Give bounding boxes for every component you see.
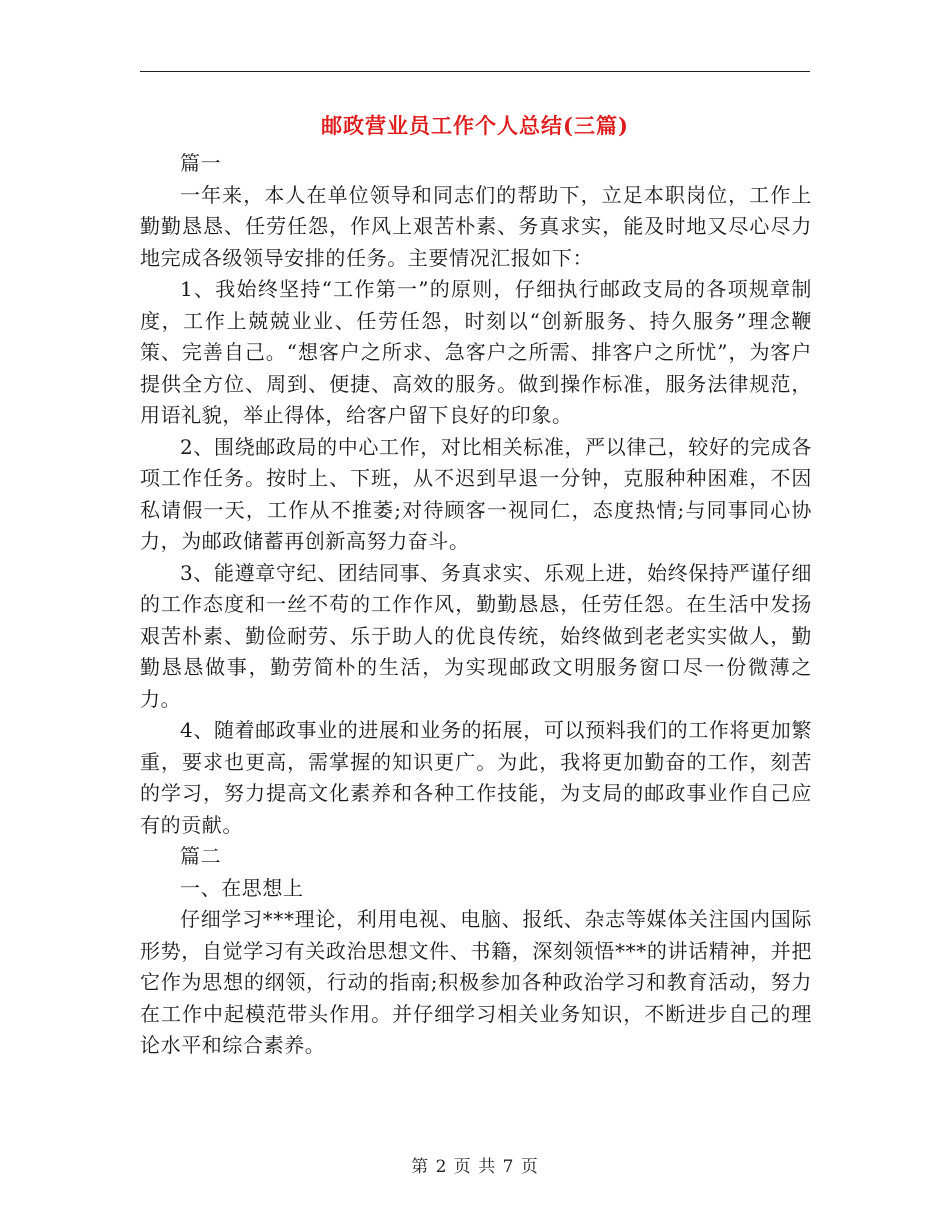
header-rule [140, 71, 810, 72]
paragraph: 3、能遵章守纪、团结同事、务真求实、乐观上进，始终保持严谨仔细的工作态度和一丝不苟的工作作风，勤勤恳恳，任劳任怨。在生活中发扬艰苦朴素、勤俭耐劳、乐于助人的优良传统，始终做到老老实实做人，勤勤恳恳做事，勤劳简朴的生活，为实现邮政文明服务窗口尽一份微薄之力。 [140, 560, 812, 711]
document-title: 邮政营业员工作个人总结(三篇) [321, 113, 629, 138]
paragraph: 2、围绕邮政局的中心工作，对比相关标准，严以律己，较好的完成各项工作任务。按时上、下班，从不迟到早退一分钟，克服种种困难，不因私请假一天，工作从不推萎;对待顾客一视同仁，态度热情;与同事同心协力，为邮政储蓄再创新高努力奋斗。 [140, 434, 812, 553]
section-heading-2: 篇二 [180, 844, 222, 868]
subsection-heading: 一、在思想上 [180, 875, 304, 900]
paragraph: 仔细学习***理论，利用电视、电脑、报纸、杂志等媒体关注国内国际形势，自觉学习有关政治思想文件、书籍，深刻领悟***的讲话精神，并把它作为思想的纲领，行动的指南;积极参加各种政治学习和教育活动，努力在工作中起模范带头作用。并仔细学习相关业务知识，不断进步自己的理论水平和综合素养。 [140, 907, 812, 1057]
document-body [140, 148, 812, 1062]
paragraph: 4、随着邮政事业的进展和业务的拓展，可以预料我们的工作将更加繁重，要求也更高，需掌握的知识更广。为此，我将更加勤奋的工作，刻苦的学习，努力提高文化素养和各种工作技能，为支局的邮政事业作自己应有的贡献。 [140, 718, 812, 837]
paragraph: 一年来，本人在单位领导和同志们的帮助下，立足本职岗位，工作上勤勤恳恳、任劳任怨，作风上艰苦朴素、务真求实，能及时地又尽心尽力地完成各级领导安排的任务。主要情况汇报如下： [140, 182, 812, 270]
paragraph: 1、我始终坚持“工作第一”的原则，仔细执行邮政支局的各项规章制度，工作上兢兢业业、任劳任怨，时刻以“创新服务、持久服务”理念鞭策、完善自己。“想客户之所求、急客户之所需、排客户之所忧”，为客户提供全方位、周到、便捷、高效的服务。做到操作标准，服务法律规范，用语礼貌，举止得体，给客户留下良好的印象。 [140, 277, 812, 427]
section-heading-1: 篇一 [180, 151, 222, 175]
page-number: 第 2 页 共 7 页 [411, 1157, 539, 1177]
